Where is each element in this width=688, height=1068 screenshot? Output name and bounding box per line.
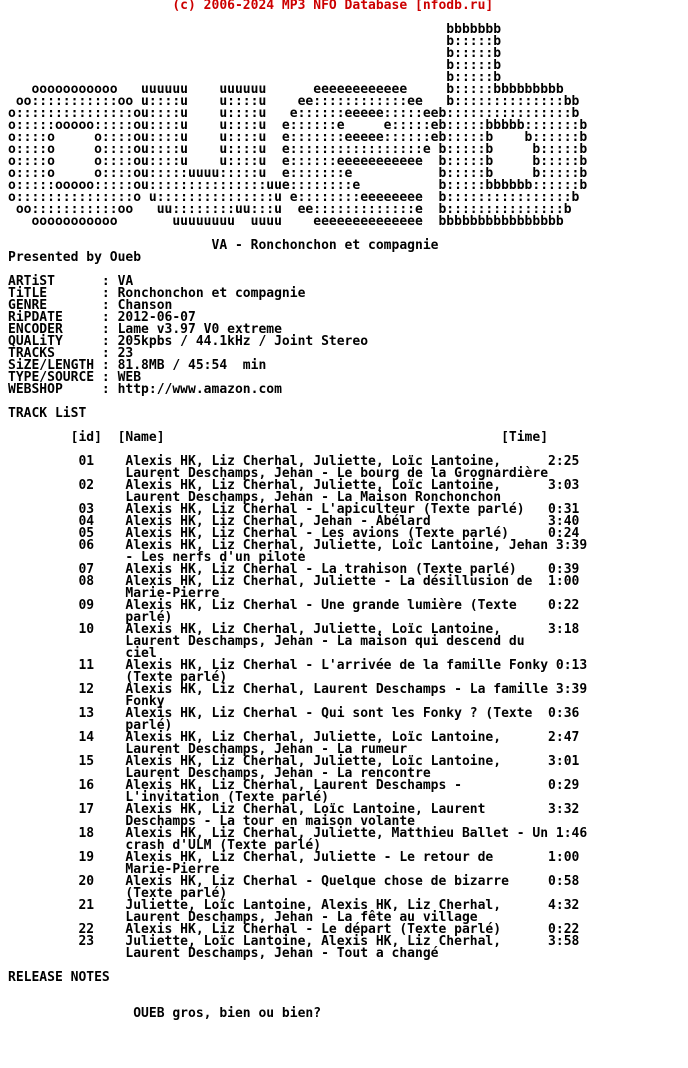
blank-line	[8, 984, 587, 996]
ascii-logo-line: b:::::b	[8, 58, 502, 73]
track-line: 17 Alexis HK, Liz Cherhal, Loïc Lantoine, Laurent 3:32	[8, 802, 580, 817]
info-genre: GENRE : Chanson	[8, 298, 173, 313]
track-line: Marie-Pierre	[8, 862, 220, 877]
track-line: Laurent Deschamps, Jehan - Le bourg de la Grognardière	[8, 466, 549, 481]
ascii-logo-line: o:::::::::::::::ou::::u u::::u e::::::eeeee:::::eeb::::::::::::::::b	[8, 106, 580, 121]
ascii-logo-line: b:::::b	[8, 70, 502, 85]
info-size-length: SiZE/LENGTH : 81.8MB / 45:54 min	[8, 358, 267, 373]
track-line: parlé)	[8, 610, 173, 625]
track-line: 16 Alexis HK, Liz Cherhal, Laurent Deschamps - 0:29	[8, 778, 580, 793]
release-notes-text: OUEB gros, bien ou bien?	[8, 1006, 322, 1021]
ascii-logo-line: o::::o o::::ou::::u u::::u e:::::::::::::::::e b:::::b b:::::b	[8, 142, 588, 157]
info-ripdate: RiPDATE : 2012-06-07	[8, 310, 196, 325]
track-line: crash d'ULM (Texte parlé)	[8, 838, 322, 853]
track-line: Deschamps - La tour en maison volante	[8, 814, 415, 829]
track-line: (Texte parlé)	[8, 886, 228, 901]
release-title: VA - Ronchonchon et compagnie	[8, 238, 439, 253]
track-line: 11 Alexis HK, Liz Cherhal - L'arrivée de la famille Fonky 0:13	[8, 658, 588, 673]
ascii-logo-line: b:::::b	[8, 34, 502, 49]
ascii-logo-line: o::::o o::::ou:::::uuuu:::::u e:::::::e b:::::b b:::::b	[8, 166, 588, 181]
track-line: 18 Alexis HK, Liz Cherhal, Juliette, Matthieu Ballet - Un 1:46	[8, 826, 588, 841]
track-line: Laurent Deschamps, Jehan - La maison qui descend du	[8, 634, 525, 649]
tracklist-heading: TRACK LiST	[8, 406, 87, 421]
track-line: 09 Alexis HK, Liz Cherhal - Une grande lumière (Texte 0:22	[8, 598, 580, 613]
info-title: TiTLE : Ronchonchon et compagnie	[8, 286, 306, 301]
nfo-document	[8, 0, 587, 1020]
track-line: 15 Alexis HK, Liz Cherhal, Juliette, Loïc Lantoine, 3:01	[8, 754, 580, 769]
release-notes-heading: RELEASE NOTES	[8, 970, 110, 985]
track-line: ciel	[8, 646, 157, 661]
info-artist: ARTiST : VA	[8, 274, 134, 289]
track-line: 14 Alexis HK, Liz Cherhal, Juliette, Loïc Lantoine, 2:47	[8, 730, 580, 745]
ascii-logo-line: ooooooooooo uuuuuu uuuuuu eeeeeeeeeeee b:::::bbbbbbbbb	[8, 82, 564, 97]
track-line: 21 Juliette, Loïc Lantoine, Alexis HK, Liz Cherhal, 4:32	[8, 898, 580, 913]
ascii-logo-line: oo:::::::::::oo u::::u u::::u ee::::::::::::ee b::::::::::::::bb	[8, 94, 580, 109]
track-line: Laurent Deschamps, Jehan - La fête au village	[8, 910, 478, 925]
track-line: 22 Alexis HK, Liz Cherhal - Le départ (Texte parlé) 0:22	[8, 922, 580, 937]
track-line: 07 Alexis HK, Liz Cherhal - La trahison (Texte parlé) 0:39	[8, 562, 580, 577]
ascii-logo-line: o::::o o::::ou::::u u::::u e::::::eeeeeeeeeee b:::::b b:::::b	[8, 154, 588, 169]
track-line: 04 Alexis HK, Liz Cherhal, Jehan - Abélard 3:40	[8, 514, 580, 529]
ascii-logo-line: o:::::::::::::::o u:::::::::::::::u e::::::::eeeeeeee b::::::::::::::::b	[8, 190, 580, 205]
track-line: Marie-Pierre	[8, 586, 220, 601]
info-tracks: TRACKS : 23	[8, 346, 134, 361]
ascii-logo-line: o:::::ooooo:::::ou:::::::::::::::uue::::::::e b:::::bbbbbb::::::b	[8, 178, 588, 193]
info-webshop: WEBSHOP : http://www.amazon.com	[8, 382, 282, 397]
ascii-logo-line: ooooooooooo uuuuuuuu uuuu eeeeeeeeeeeeee bbbbbbbbbbbbbbbb	[8, 214, 564, 229]
track-line: 08 Alexis HK, Liz Cherhal, Juliette - La désillusion de 1:00	[8, 574, 580, 589]
ascii-logo-line: bbbbbbb	[8, 22, 502, 37]
blank-line	[8, 396, 587, 408]
track-line: Laurent Deschamps, Jehan - La rumeur	[8, 742, 408, 757]
ascii-logo-line: b:::::b	[8, 46, 502, 61]
track-line: (Texte parlé)	[8, 670, 228, 685]
track-line: 05 Alexis HK, Liz Cherhal - Les avions (Texte parlé) 0:24	[8, 526, 580, 541]
track-line: 19 Alexis HK, Liz Cherhal, Juliette - Le retour de 1:00	[8, 850, 580, 865]
track-line: parlé)	[8, 718, 173, 733]
track-line: 01 Alexis HK, Liz Cherhal, Juliette, Loïc Lantoine, 2:25	[8, 454, 580, 469]
track-line: Laurent Deschamps, Jehan - Tout a changé	[8, 946, 439, 961]
info-type-source: TYPE/SOURCE : WEB	[8, 370, 142, 385]
track-line: 12 Alexis HK, Liz Cherhal, Laurent Deschamps - La famille 3:39	[8, 682, 588, 697]
track-line: Laurent Deschamps, Jehan - La rencontre	[8, 766, 431, 781]
info-encoder: ENCODER : Lame v3.97 V0 extreme	[8, 322, 282, 337]
track-line: 20 Alexis HK, Liz Cherhal - Quelque chose de bizarre 0:58	[8, 874, 580, 889]
track-line: Laurent Deschamps, Jehan - La Maison Ronchonchon	[8, 490, 502, 505]
presented-by: Presented by Oueb	[8, 250, 142, 265]
tracklist-header: [id] [Name] [Time]	[8, 430, 549, 445]
info-quality: QUALiTY : 205kpbs / 44.1kHz / Joint Stereo	[8, 334, 369, 349]
track-line: 03 Alexis HK, Liz Cherhal - L'apiculteur (Texte parlé) 0:31	[8, 502, 580, 517]
track-line: 23 Juliette, Loïc Lantoine, Alexis HK, Liz Cherhal, 3:58	[8, 934, 580, 949]
track-line: - Les nerfs d'un pilote	[8, 550, 306, 565]
track-line: 13 Alexis HK, Liz Cherhal - Qui sont les Fonky ? (Texte 0:36	[8, 706, 580, 721]
track-line: 02 Alexis HK, Liz Cherhal, Juliette, Loïc Lantoine, 3:03	[8, 478, 580, 493]
ascii-logo-line: oo:::::::::::oo uu::::::::uu:::u ee:::::::::::::e b:::::::::::::::b	[8, 202, 572, 217]
track-list	[8, 456, 587, 960]
nfodb-header-link[interactable]: (c) 2006-2024 MP3 NFO Database [nfodb.ru]	[8, 0, 494, 13]
ascii-logo-line: o::::o o::::ou::::u u::::u e:::::::eeeee::::::eb:::::b b::::::b	[8, 130, 588, 145]
ascii-logo-line: o:::::ooooo:::::ou::::u u::::u e::::::e e:::::eb:::::bbbbb:::::::b	[8, 118, 588, 133]
track-line: L'invitation (Texte parlé)	[8, 790, 329, 805]
track-line: 10 Alexis HK, Liz Cherhal, Juliette, Loïc Lantoine, 3:18	[8, 622, 580, 637]
track-line: Fonky	[8, 694, 165, 709]
track-line: 06 Alexis HK, Liz Cherhal, Juliette, Loïc Lantoine, Jehan 3:39	[8, 538, 588, 553]
